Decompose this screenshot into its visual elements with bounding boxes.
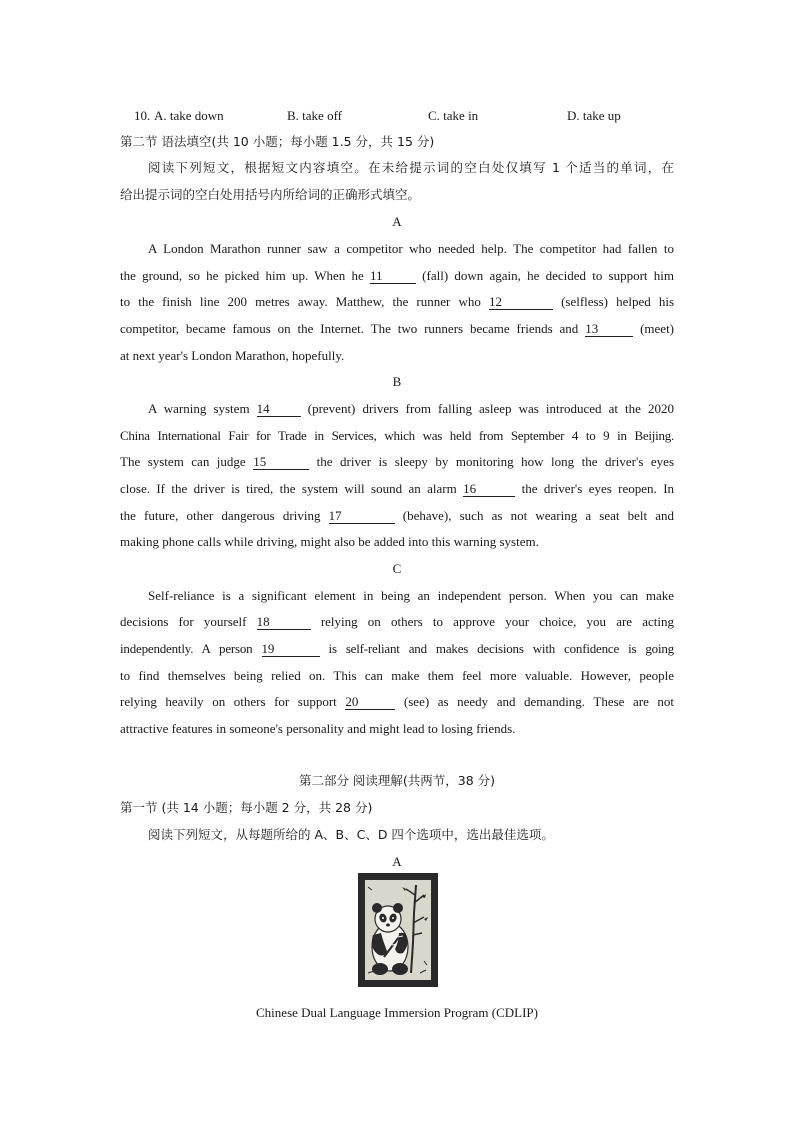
passage-c-line2: [120, 614, 674, 630]
passage-b-line2: China International Fair for Trade in Services, which was held from September 4 to 9 in Beijing.: [120, 428, 674, 443]
passage-b-line4-end: the driver's eyes reopen. In: [521, 481, 675, 496]
blank-16[interactable]: 16: [463, 482, 515, 497]
panda-illustration: [358, 873, 438, 987]
blank-17[interactable]: 17: [329, 509, 395, 524]
passage-b-line3-end: the driver is sleepy by monitoring how long the driver's eyes: [316, 454, 674, 469]
blank-12[interactable]: 12: [489, 295, 553, 310]
passage-c-heading: C: [392, 561, 402, 576]
passage-a-heading: A: [392, 214, 402, 229]
passage-b-line5: [120, 508, 674, 524]
passage-c-line3-end: is self-reliant and makes decisions with confidence is going: [328, 641, 674, 656]
blank-13[interactable]: 13: [585, 322, 633, 337]
passage-b-line4-start: close. If the driver is tired, the system will sound an alarm: [120, 481, 457, 496]
part2-title: 第二部分 阅读理解(共两节，38 分): [298, 773, 496, 788]
panda-icon: [358, 873, 438, 987]
passage-a-line1: A London Marathon runner saw a competitor who needed help. The competitor had fallen to: [148, 241, 674, 256]
passage-a-line2-end: (fall) down again, he decided to support him: [422, 268, 674, 283]
section2-instructions-line2: 给出提示词的空白处用括号内所给词的正确形式填空。: [120, 187, 421, 202]
blank-19[interactable]: 19: [262, 642, 320, 657]
passage-c-line4: to find themselves being relied on. This can make them feel more valuable. However, people: [120, 668, 674, 683]
passage-a-line5: at next year's London Marathon, hopefully.: [120, 348, 345, 363]
passage-a-line3-start: to the finish line 200 metres away. Matthew, the runner who: [120, 294, 481, 309]
passage-a-line3: [120, 294, 674, 310]
passage-c-line1: Self-reliance is a significant element in being an independent person. When you can make: [148, 588, 674, 603]
passage-a-line4-end: (meet): [640, 321, 675, 336]
passage-c-line5-start: relying heavily on others for support: [120, 694, 337, 709]
blank-15[interactable]: 15: [253, 455, 309, 470]
section2-instructions-line1: 阅读下列短文，根据短文内容填空。在未给提示词的空白处仅填写 1 个适当的单词，在: [148, 160, 674, 175]
passage-c-line5: [120, 694, 674, 710]
passage-b-line1-end: (prevent) drivers from falling asleep was introduced at the 2020: [307, 401, 675, 416]
blank-11[interactable]: 11: [370, 269, 416, 284]
q10-option-d: D. take up: [567, 108, 621, 123]
blank-14[interactable]: 14: [257, 402, 301, 417]
section2-title: 第二节 语法填空(共 10 小题；每小题 1.5 分，共 15 分): [120, 134, 435, 149]
passage-b-line5-start: the future, other dangerous driving: [120, 508, 321, 523]
passage-b-line6: making phone calls while driving, might also be added into this warning system.: [120, 534, 539, 549]
part2-section1-title: 第一节 (共 14 小题；每小题 2 分，共 28 分): [120, 800, 373, 815]
passage-c-line5-end: (see) as needy and demanding. These are not: [403, 694, 675, 709]
passage-a-line4: [120, 321, 674, 337]
image-caption: Chinese Dual Language Immersion Program (CDLIP): [256, 1005, 538, 1020]
passage-b-line1: [148, 401, 674, 417]
passage-b-line3-start: The system can judge: [120, 454, 246, 469]
passage-b-heading: B: [392, 374, 402, 389]
blank-20[interactable]: 20: [345, 695, 395, 710]
passage-b-line1-start: A warning system: [148, 401, 250, 416]
passage-a-line4-start: competitor, became famous on the Internet. The two runners became friends and: [120, 321, 579, 336]
passage-c-line3: [120, 641, 674, 657]
part2-instructions: 阅读下列短文，从每题所给的 A、B、C、D 四个选项中，选出最佳选项。: [148, 827, 554, 842]
passage-c-line3-start: independently. A person: [120, 641, 253, 656]
q10-option-a: A. take down: [154, 108, 224, 123]
blank-18[interactable]: 18: [257, 615, 311, 630]
passage-c-line2-end: relying on others to approve your choice, you are acting: [320, 614, 675, 629]
reading-passage-a-heading: A: [392, 854, 402, 869]
passage-b-line5-end: (behave), such as not wearing a seat belt and: [402, 508, 675, 523]
passage-c-line2-start: decisions for yourself: [120, 614, 247, 629]
q10-option-b: B. take off: [287, 108, 342, 123]
passage-a-line3-end: (selfless) helped his: [561, 294, 675, 309]
q10-option-c: C. take in: [428, 108, 479, 123]
q10-number: 10.: [134, 108, 151, 123]
passage-a-line2: [120, 268, 674, 284]
passage-b-line4: [120, 481, 674, 497]
passage-a-line2-start: the ground, so he picked him up. When he: [120, 268, 364, 283]
passage-c-line6: attractive features in someone's personality and might lead to losing friends.: [120, 721, 516, 736]
passage-b-line3: [120, 454, 674, 470]
